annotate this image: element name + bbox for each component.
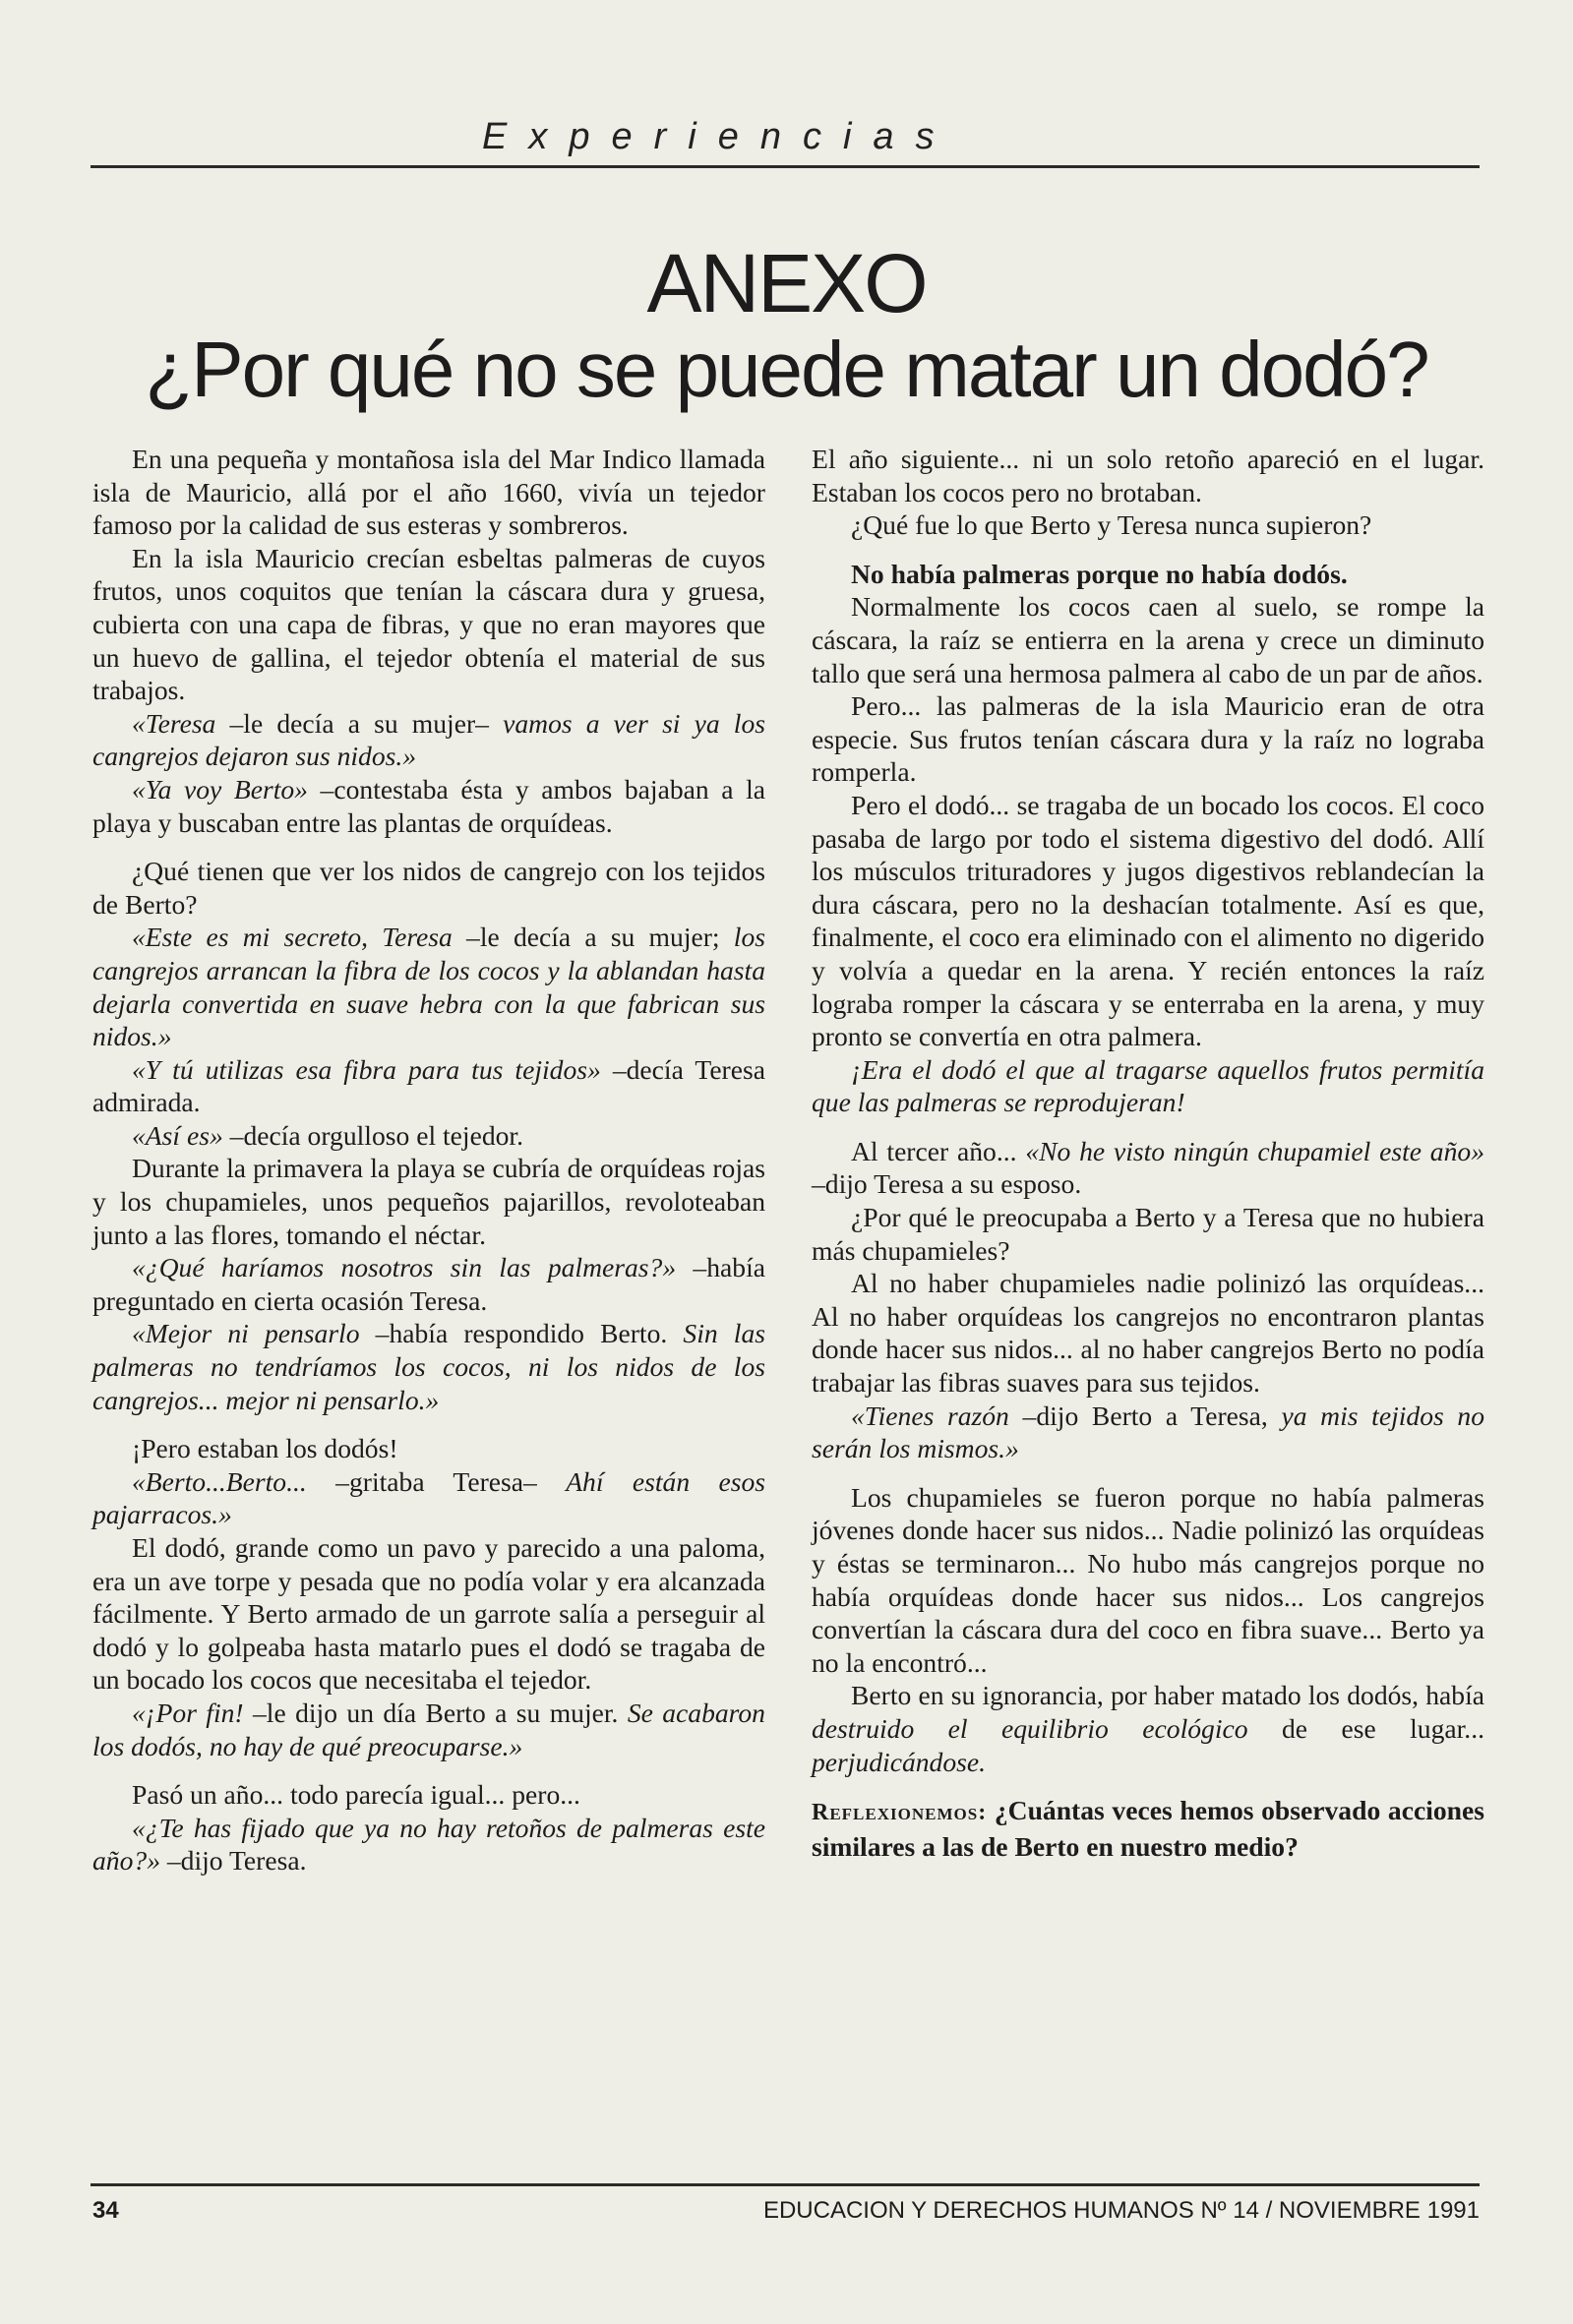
paragraph <box>92 1697 765 1762</box>
paragraph <box>812 443 1484 508</box>
paragraph <box>812 1794 1484 1863</box>
italic-text: «¡Por fin! <box>132 1697 244 1728</box>
text-run: de ese lugar... <box>1247 1712 1484 1744</box>
paragraph <box>92 443 765 542</box>
italic-text: «Ya voy Berto» <box>132 773 308 804</box>
paragraph <box>812 1679 1484 1778</box>
paragraph <box>812 1481 1484 1680</box>
paragraph <box>92 855 765 921</box>
text-run: –le decía a su mujer; <box>452 922 734 953</box>
italic-text: perjudicándose. <box>812 1746 987 1777</box>
italic-text: «Este es mi secreto, Teresa <box>132 922 453 953</box>
section-label: Experiencias <box>482 116 956 157</box>
paragraph <box>92 1152 765 1251</box>
paragraph <box>812 1267 1484 1399</box>
paragraph <box>92 707 765 773</box>
italic-text: los cangrejos arrancan la fibra de los cocos y la ablandan hasta dejarla convertida en suave hebra con la que fabrican sus nidos.» <box>92 922 765 1052</box>
text-run: En la isla Mauricio crecían esbeltas palmeras de cuyos frutos, unos coquitos que tenían la cáscara dura y gruesa, cubierta con una capa de fibras, y que no eran mayores que un huevo de gallina, el tejedor obtenía el material de sus trabajos. <box>92 542 765 706</box>
text-run: –le dijo un día Berto a su mujer. <box>243 1697 628 1728</box>
text-run: –había respondido Berto. <box>359 1318 684 1349</box>
text-run: Berto en su ignorancia, por haber matado los dodós, había <box>851 1680 1484 1711</box>
text-run: Normalmente los cocos caen al suelo, se rompe la cáscara, la raíz se entierra en la arena y crece un diminuto tallo que será una hermosa palmera al cabo de un par de años. <box>812 591 1484 688</box>
annex-heading: ANEXO <box>646 237 927 329</box>
paragraph <box>92 1251 765 1317</box>
text-run: Al no haber chupamieles nadie polinizó las orquídeas... Al no haber orquídeas los cangrejos no encontraron plantas donde hacer sus nidos... al no haber cangrejos Berto no podía trabajar las fibras suaves para sus tejidos. <box>812 1268 1484 1399</box>
italic-text: «Berto...Berto... <box>132 1465 307 1497</box>
paragraph <box>812 508 1484 542</box>
text-run: ¿Por qué le preocupaba a Berto y a Teresa que no hubiera más chupamieles? <box>812 1202 1484 1266</box>
text-run: –decía Teresa admirada. <box>92 1053 765 1118</box>
paragraph <box>812 1201 1484 1267</box>
text-run: –gritaba Teresa– <box>306 1465 567 1497</box>
paragraph <box>92 773 765 839</box>
text-run: Al tercer año... <box>851 1135 1026 1166</box>
text-run: En una pequeña y montañosa isla del Mar Indico llamada isla de Mauricio, allá por el año 1660, vivía un tejedor famoso por la calidad de sus esteras y sombreros. <box>92 444 765 541</box>
italic-text: Sin las palmeras no tendríamos los cocos, ni los nidos de los cangrejos... mejor ni pensarlo.» <box>92 1318 765 1415</box>
text-run: –le decía a su mujer– <box>215 707 504 739</box>
paragraph <box>812 1400 1484 1465</box>
text-run: El año siguiente... ni un solo retoño apareció en el lugar. Estaban los cocos pero no brotaban. <box>812 444 1484 507</box>
italic-text: «Y tú utilizas esa fibra para tus tejidos» <box>132 1053 601 1085</box>
text-run: Pero... las palmeras de la isla Mauricio eran de otra especie. Sus frutos tenían cáscara dura y la raíz no lograba romperla. <box>812 690 1484 788</box>
italic-text: Ahí están esos pajarracos.» <box>92 1465 765 1530</box>
paragraph <box>92 542 765 707</box>
paragraph <box>812 558 1484 591</box>
paragraph <box>812 590 1484 689</box>
text-run: –dijo Berto a Teresa, <box>1008 1400 1282 1431</box>
italic-text: «Teresa <box>132 707 216 739</box>
bold-text: No había palmeras porque no había dodós. <box>851 558 1348 589</box>
text-run: Pero el dodó... se tragaba de un bocado los cocos. El coco pasaba de largo por todo el sistema digestivo del dodó. Allí los músculos trituradores y jugos digestivos reblandecían la dura cáscara, pero no la deshacían totalmente. Así es que, finalmente, el coco era eliminado con el alimento no digerido y volvía a quedar en la arena. Y recién entonces la raíz lograba romper la cáscara y se enterraba en la arena, y muy pronto se convertía en otra palmera. <box>812 789 1484 1052</box>
page-number: 34 <box>92 2197 119 2224</box>
paragraph <box>92 1053 765 1119</box>
bold-text: Reflexionemos: <box>812 1800 988 1826</box>
paragraph <box>92 1812 765 1877</box>
header-rule <box>91 165 1480 168</box>
text-run: Durante la primavera la playa se cubría de orquídeas rojas y los chupamieles, unos pequeños pajarillos, revoloteaban junto a las flores, tomando el néctar. <box>92 1153 765 1250</box>
italic-text: «Así es» <box>132 1119 223 1151</box>
paragraph <box>92 1317 765 1416</box>
italic-text: «No he visto ningún chupamiel este año» <box>1025 1135 1484 1166</box>
paragraph <box>92 1432 765 1465</box>
paragraph <box>92 1531 765 1697</box>
left-column <box>92 443 765 1877</box>
italic-text: ya mis tejidos no serán los mismos.» <box>812 1400 1484 1464</box>
italic-text: «Tienes razón <box>851 1400 1009 1431</box>
italic-text: Se acabaron los dodós, no hay de qué preocuparse.» <box>92 1697 765 1761</box>
italic-text: vamos a ver si ya los cangrejos dejaron sus nidos.» <box>92 707 766 772</box>
right-column <box>812 443 1484 1863</box>
text-run: Pasó un año... todo parecía igual... pero... <box>132 1779 580 1811</box>
text-run: El dodó, grande como un pavo y parecido a una paloma, era un ave torpe y pesada que no podía volar y era alcanzada fácilmente. Y Berto armado de un garrote salía a perseguir al dodó y lo golpeaba hasta matarlo pues el dodó se tragaba de un bocado los cocos que necesitaba el tejedor. <box>92 1532 765 1696</box>
bold-text: ¿Cuántas veces hemos observado acciones similares a las de Berto en nuestro medio? <box>812 1795 1484 1862</box>
text-run: –contestaba ésta y ambos bajaban a la playa y buscaban entre las plantas de orquídeas. <box>92 773 765 838</box>
text-run: ¿Qué tienen que ver los nidos de cangrejo con los tejidos de Berto? <box>92 856 765 920</box>
paragraph <box>92 921 765 1052</box>
paragraph <box>812 689 1484 789</box>
text-run: –dijo Teresa a su esposo. <box>812 1168 1082 1200</box>
paragraph <box>812 1135 1484 1201</box>
italic-text: «¿Qué haríamos nosotros sin las palmeras?» <box>132 1252 677 1283</box>
article-title: ¿Por qué no se puede matar un dodó? <box>145 326 1428 413</box>
paragraph <box>92 1119 765 1153</box>
text-run: Los chupamieles se fueron porque no había palmeras jóvenes donde hacer sus nidos... Nadie polinizó las orquídeas y éstas se terminaron... No hubo más cangrejos porque no había orquídeas donde hacer sus nidos... Los cangrejos convertían la cáscara dura del coco en fibra suave... Berto ya no la encontró... <box>812 1481 1484 1678</box>
text-run: ¡Pero estaban los dodós! <box>132 1433 398 1464</box>
italic-text: ¡Era el dodó el que al tragarse aquellos frutos permitía que las palmeras se reprodujeran! <box>812 1053 1484 1118</box>
publication-footer: EDUCACION Y DERECHOS HUMANOS Nº 14 / NOVIEMBRE 1991 <box>762 2197 1480 2224</box>
italic-text: destruido el equilibrio ecológico <box>812 1712 1248 1744</box>
text-run: –dijo Teresa. <box>159 1845 307 1877</box>
paragraph <box>92 1778 765 1812</box>
footer-rule <box>91 2183 1480 2186</box>
text-run: –decía orgulloso el tejedor. <box>222 1119 523 1151</box>
text-run: –había preguntado en cierta ocasión Teresa. <box>92 1252 765 1316</box>
paragraph <box>92 1465 765 1531</box>
paragraph <box>812 1053 1484 1119</box>
text-run: ¿Qué fue lo que Berto y Teresa nunca supieron? <box>851 509 1372 541</box>
italic-text: «Mejor ni pensarlo <box>132 1318 360 1349</box>
paragraph <box>812 789 1484 1053</box>
italic-text: «¿Te has fijado que ya no hay retoños de palmeras este año?» <box>92 1812 765 1877</box>
